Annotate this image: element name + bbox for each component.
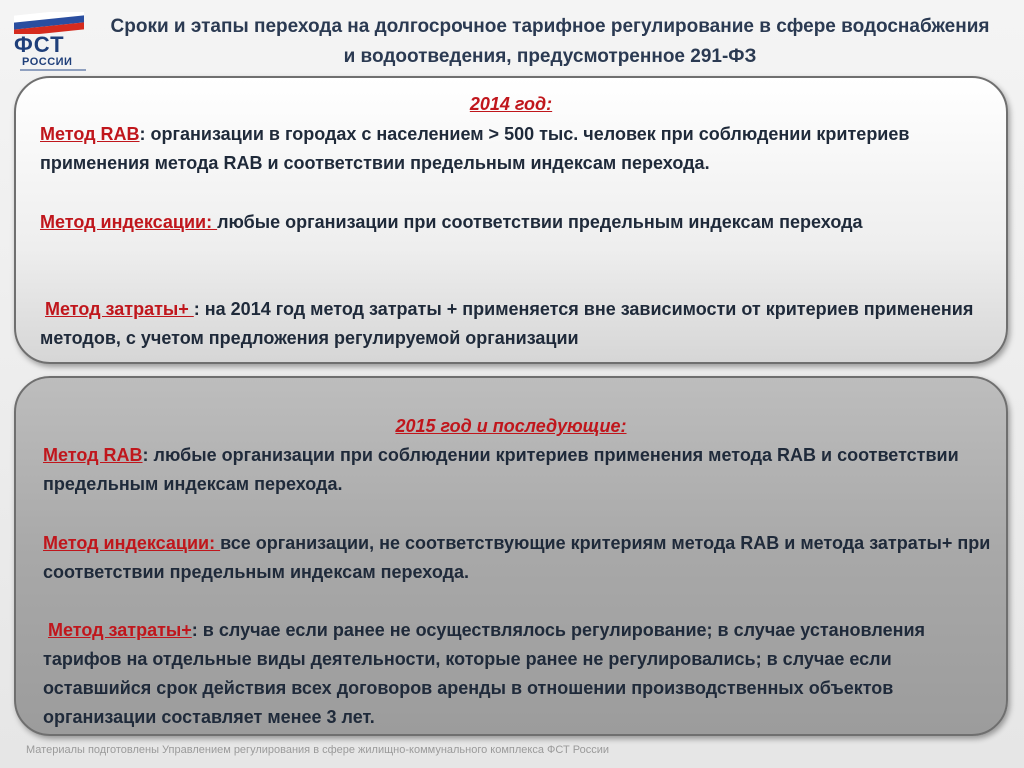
panel-2014-index [40, 208, 990, 237]
panel-2014-heading: 2014 год: [469, 94, 553, 114]
logo-underline [20, 69, 86, 71]
cost-label: Метод затраты+ [45, 299, 194, 319]
panel-2015-heading: 2015 год и последующие: [395, 416, 627, 436]
index-label: Метод индексации: [40, 212, 218, 232]
cost-text: : в случае если ранее не осуществлялось регулирование; в случае установления тарифов на отдельные виды деятельности, которые ранее не регулировались; в случае если оставшийся срок действия всех договоров аренды в отношении производственных объектов организации составляет менее 3 лет. [43, 620, 926, 727]
slide-title: Сроки и этапы перехода на долгосрочное тарифное регулирование в сфере водоснабжения и водоотведения, предусмотренное 291-ФЗ [110, 16, 990, 67]
index-text: любые организации при соответствии предельным индексам перехода [217, 212, 863, 232]
rab-label: Метод RAB [40, 124, 140, 144]
logo-text: ФСТ [14, 32, 65, 57]
panel-2015-index [43, 529, 993, 587]
logo-subtext: РОССИИ [22, 56, 73, 68]
panel-2014-rab [40, 120, 990, 178]
rab-text: : любые организации при соблюдении критериев применения метода RAB и соответствии предельным индексам перехода. [43, 445, 959, 494]
panel-2014 [14, 76, 1008, 364]
rab-text: : организации в городах с населением > 500 тыс. человек при соблюдении критериев применения метода RAB и соответствии предельным индексам перехода. [40, 124, 910, 173]
rab-label: Метод RAB [43, 445, 143, 465]
footer-note: Материалы подготовлены Управлением регулирования в сфере жилищно-коммунального комплекса ФСТ России [26, 744, 609, 756]
cost-text: : на 2014 год метод затраты + применяется вне зависимости от критериев применения методов, с учетом предложения регулируемой организации [40, 299, 974, 348]
fst-logo [8, 6, 92, 72]
russian-flag-icon [14, 12, 84, 34]
panel-2015 [14, 376, 1008, 736]
panel-2015-rab [43, 441, 993, 499]
index-label: Метод индексации: [43, 533, 221, 553]
cost-label: Метод затраты+ [48, 620, 192, 640]
panel-2015-cost [43, 616, 983, 732]
panel-2014-cost [40, 295, 990, 353]
index-text: все организации, не соответствующие критериям метода RAB и метода затраты+ при соответствии предельным индексам перехода. [43, 533, 991, 582]
